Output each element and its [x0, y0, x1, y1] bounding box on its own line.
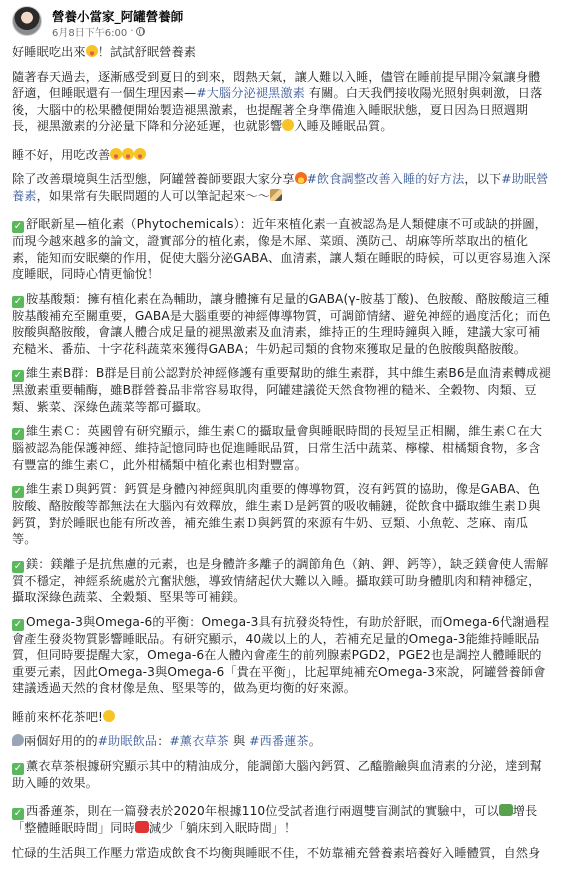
- smile-emoji-icon: [103, 710, 115, 722]
- hashtag-sleep-drinks[interactable]: #助眠飲品: [97, 734, 158, 748]
- hashtag-lavender-tea[interactable]: #薰衣草茶: [169, 734, 229, 748]
- hashtag-sleep-nutrients[interactable]: #助眠營養素: [12, 172, 549, 203]
- fire-emoji-icon: [295, 172, 307, 184]
- nutrient-list: [12, 216, 552, 697]
- avatar[interactable]: [12, 6, 42, 36]
- check-icon: ✓: [13, 295, 23, 307]
- speech-bubble-icon: [12, 734, 24, 746]
- list-item: ✓ 薰衣草茶根據研究顯示其中的精油成分，能調節大腦內鈣質、乙醯膽鹼與血清素的分泌，達到幫助入睡的效果。: [12, 758, 543, 790]
- yum-emoji-icon: [122, 148, 134, 160]
- ng-icon: [135, 821, 149, 833]
- hashtag-melatonin[interactable]: #大腦分泌褪黑激素: [196, 86, 305, 100]
- list-item: ✓ 維生素B群：B群是目前公認對於神經修護有重要幫助的維生素群，其中維生素B6是血清素轉成褪黑激素重要輔酶，雖B群營養品非常容易取得，阿罐建議從天然食物裡的糙米、全穀物、肉類、豆類、紫菜、深綠色蔬菜等都可攝取。: [12, 366, 551, 414]
- list-item: ✓ 維生素Ｄ與鈣質：鈣質是身體內神經與肌肉重要的傳導物質，沒有鈣質的協助，像是GABA、色胺酸、酪胺酸等都無法在大腦內有效釋放，維生素Ｄ是鈣質的吸收輔鏈，從飲食中攝取維生素Ｄ與鈣質，對於睡眠也能有所改善，補充維生素Ｄ與鈣質的來源有牛奶、豆類、小魚乾、芝麻、南瓜等。: [12, 482, 541, 546]
- check-icon: ✓: [13, 808, 23, 819]
- yum-emoji-icon: [110, 148, 122, 160]
- list-item: ✓ 舒眠新星—植化素（Phytochemicals）：近年來植化素一直被認為是人類健康不可或缺的拼圖，而現今越來越多的論文，證實部分的植化素，像是木犀、菜頭、漢防己、胡麻等所萃取出的植化素，能知而安眠藥的作用，促使大腦分泌GABA、血清素，讓人類在睡眠的時候，可以更容易進入深度睡眠，同時心情更愉悅！: [12, 217, 551, 281]
- check-icon: ✓: [13, 762, 23, 774]
- check-icon: ✓: [13, 486, 23, 497]
- paragraph-tea: 睡前來杯花茶吧!: [12, 709, 552, 726]
- paragraph-summer-sleep: 隨著春天過去，逐漸感受到夏日的到來，悶熱天氣，讓人難以入睡，儘管在睡前提早開冷氣讓身體舒適，但睡眠還有一個生理因素—#大腦分泌褪黑激素 有關。白天我們接收陽光照射與刺激，日落後，大腦中的松果體便開始製造褪黑激素，也提醒著全身準備進入睡眠狀態，夏日因為日照週期長，褪黑激素的分泌量下降和分泌延遲，也就影響 入睡及睡眠品質。: [12, 69, 543, 133]
- check-icon: ✓: [13, 560, 23, 572]
- yum-emoji-icon: [86, 45, 98, 57]
- check-icon: ✓: [13, 618, 23, 630]
- paragraph-drinks: 兩個好用的的#助眠飲品：#薰衣草茶 與 #西番蓮茶。: [12, 733, 552, 750]
- list-item: ✓ 胺基酸類：擁有植化素在為輔助，讓身體擁有足量的GABA(γ-胺基丁酸)、色胺酸、酪胺酸這三種胺基酸補充至關重要，GABA是大腦重要的神經傳導物質，可調節情緒、避免神經的過度活化；而色胺酸與酪胺酸，會讓人體合成足量的褪黑激素及血清素，維持正的生理時鐘與入睡，建議大家可補充糙米、番茄、十字花科蔬菜來獲得GABA；牛奶起司類的食物來獲取足量的色胺酸與酪胺酸。: [12, 291, 551, 356]
- yum-emoji-icon: [134, 148, 146, 160]
- post-body: [12, 44, 552, 873]
- hashtag-passionflower-tea[interactable]: #西番蓮茶: [249, 734, 309, 748]
- post-header: [0, 0, 563, 40]
- up-arrow-icon: [499, 804, 513, 816]
- list-item: ✓ 鎂：鎂離子是抗焦慮的元素，也是身體許多離子的調節角色（鈉、鉀、鈣等），缺乏鎂會使人需解質不穩定，神經系統處於亢奮狀態，導致情緒起伏大難以入睡。攝取鎂可助身體肌肉和精神穩定，攝取深綠色蔬菜、全穀類、堅果等可補鎂。: [12, 556, 549, 604]
- check-icon: ✓: [13, 370, 23, 381]
- list-item: ✓ 維生素Ｃ：英國曾有研究顯示，維生素Ｃ的攝取量會與睡眠時間的長短呈正相關，維生素Ｃ在大腦被認為能保護神經、維持記憶同時也促進睡眠品質，日常生活中蔬菜、檸檬、柑橘類食物，多含有豐富的維生素Ｃ，此外柑橘類中植化素也相對豐富。: [12, 424, 543, 472]
- paragraph-share: 除了改善環境與生活型態，阿罐營養師要跟大家分享 #飲食調整改善入睡的好方法，以下#助眠營養素，如果常有失眠問題的人可以筆記起來～～: [12, 172, 549, 203]
- paragraph-eat-better: 睡不好，用吃改善: [12, 147, 552, 164]
- closing-paragraph: 忙碌的生活與工作壓力常造成飲食不均衡與睡眠不佳，不妨靠補充營養素培養好入睡體質，自然身: [12, 845, 541, 860]
- writing-hand-emoji-icon: [270, 189, 282, 201]
- list-item: ✓ 西番蓮茶，則在一篇發表於2020年根據110位受試者進行兩週雙盲測試的實驗中，可以 增長「整體睡眠時間」同時 減少「躺床到入眠時間」！: [12, 804, 538, 835]
- page-name[interactable]: 營養小當家_阿罐營養師: [52, 9, 184, 24]
- post-meta: 6月8日下午6:00 ·: [52, 24, 145, 39]
- intro-paragraph: 好睡眠吃出來 ！試試舒眠營養素: [12, 45, 197, 59]
- post-date[interactable]: 6月8日下午6:00: [52, 28, 128, 39]
- list-item: ✓ Omega-3與Omega-6的平衡：Omega-3具有抗發炎特性，有助於舒眠，而Omega-6代謝過程會產生發炎物質影響睡眠品。有研究顯示，40歲以上的人，若補充足量的Omega-3能維持睡眠品質，但同時要提醒大家，Omega-6在人體內會產生的前列腺素PGD2，PGE2也是調控人體睡眠的重要元素，因此Omega-3與Omega-6「貴在平衡」，比起單純補充Omega-3來說，阿罐營養師會建議透過天然的食材像是魚、堅果等的，做為更均衡的好來源。: [12, 614, 549, 695]
- check-icon: ✓: [13, 428, 23, 439]
- globe-icon: [136, 27, 145, 36]
- sleepy-emoji-icon: [282, 119, 294, 131]
- hashtag-diet-tips[interactable]: #飲食調整改善入睡的好方法: [306, 172, 465, 186]
- check-icon: ✓: [13, 221, 23, 232]
